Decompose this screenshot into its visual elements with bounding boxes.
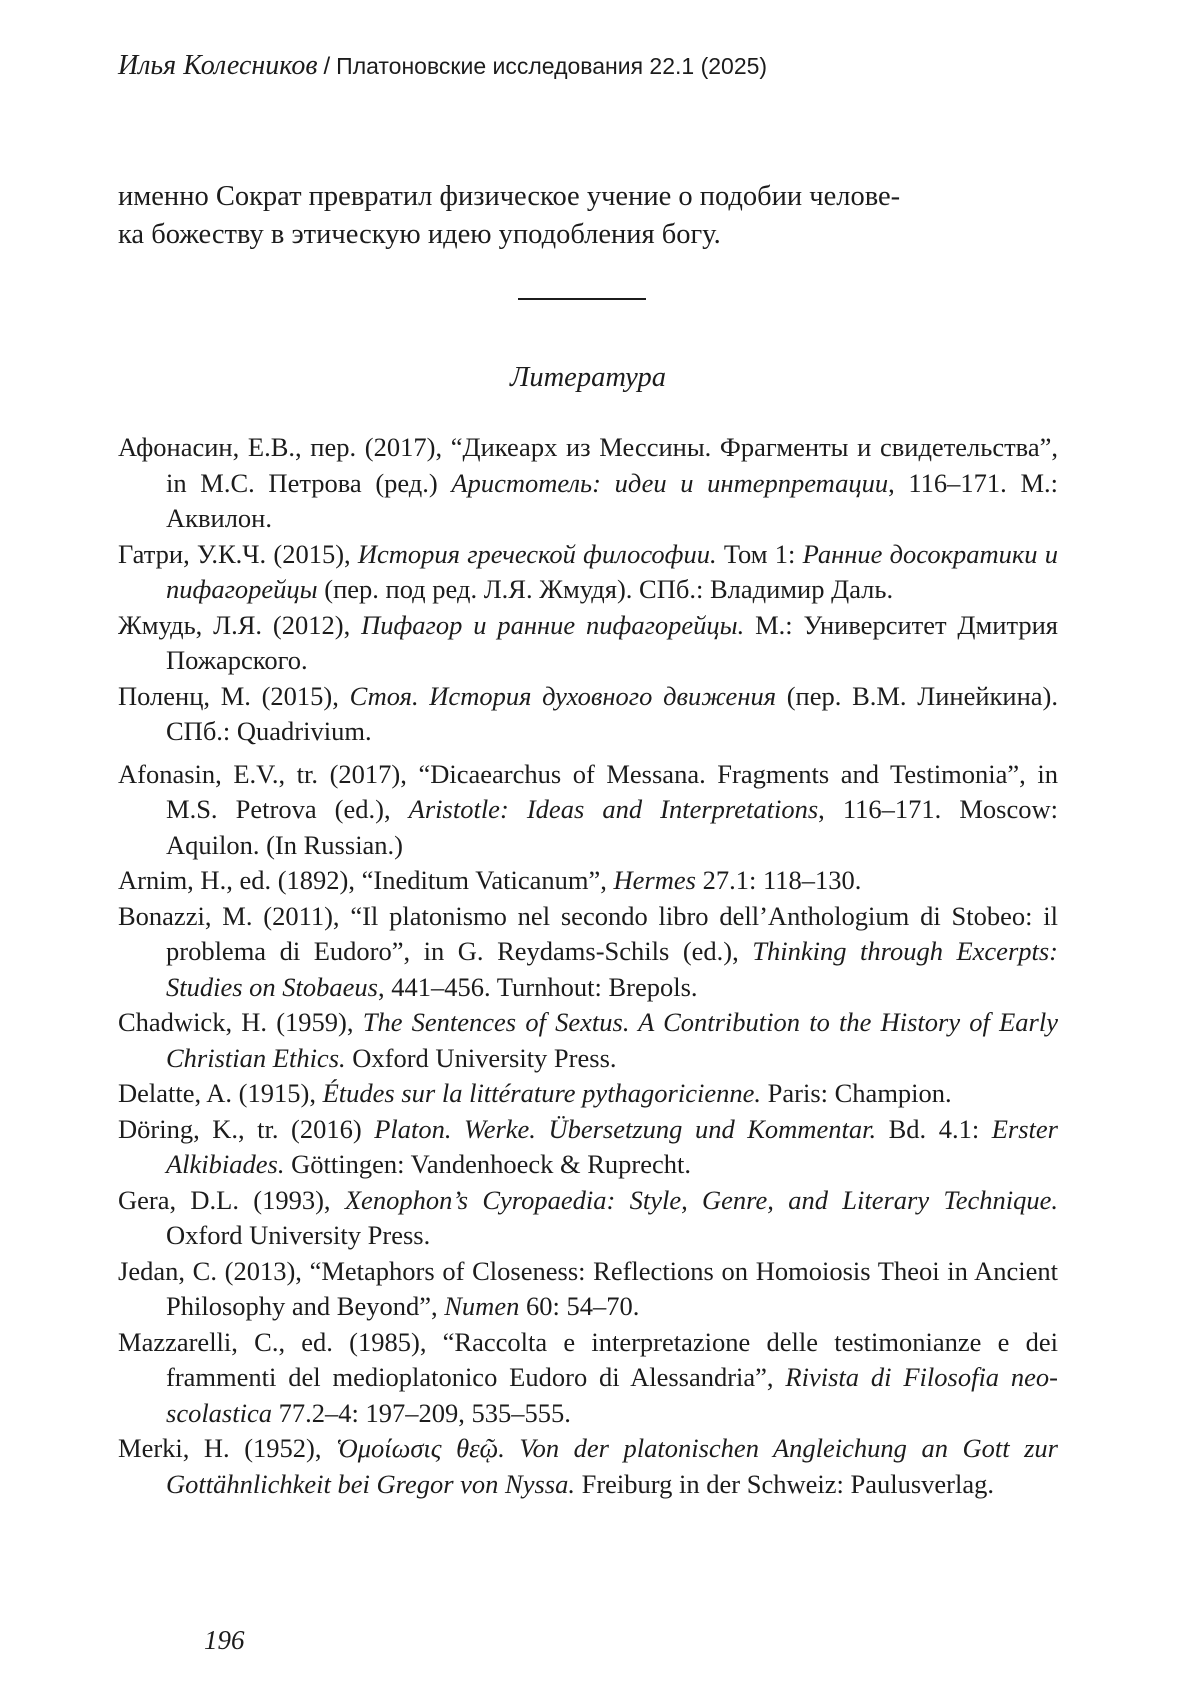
reference-item: Jedan, C. (2013), “Metaphors of Closeness: Reflections on Homoiosis Theoi in Ancient Philosophy and Beyond”, Numen 60: 54–70.	[118, 1255, 1058, 1321]
reference-item: Афонасин, Е.В., пер. (2017), “Дикеарх из Мессины. Фрагменты и свидетельства”, in М.С. Петрова (ред.) Аристотель: идеи и интерпретации, 116–171. М.: Аквилон.	[118, 432, 1058, 533]
reference-item: Döring, K., tr. (2016) Platon. Werke. Übersetzung und Kommentar. Bd. 4.1: Erster Alkibiades. Göttingen: Vandenhoeck & Ruprecht.	[118, 1113, 1058, 1179]
header-separator: /	[323, 53, 331, 80]
section-divider	[518, 298, 646, 300]
running-head	[118, 50, 767, 82]
reference-item: Delatte, A. (1915), Études sur la littérature pythagoricienne. Paris: Champion.	[118, 1078, 952, 1108]
body-paragraph	[118, 178, 1058, 254]
reference-item: Arnim, H., ed. (1892), “Ineditum Vaticanum”, Hermes 27.1: 118–130.	[118, 865, 862, 895]
body-line: именно Сократ превратил физическое учение о подобии челове-	[118, 181, 901, 212]
reference-item: Гатри, У.К.Ч. (2015), История греческой философии. Том 1: Ранние досократики и пифагорейцы (пер. под ред. Л.Я. Жмудя). СПб.: Владимир Даль.	[118, 538, 1059, 604]
page-number: 196	[204, 1625, 245, 1655]
bibliography-list	[118, 430, 1058, 1502]
reference-item: Mazzarelli, C., ed. (1985), “Raccolta e interpretazione delle testimonianze e dei frammenti del medioplatonico Eudoro di Alessandria”, Rivista di Filosofia neo-scolastica 77.2–4: 197–209, 535–555.	[118, 1326, 1059, 1428]
section-title: Литература	[510, 362, 666, 393]
reference-item: Gera, D.L. (1993), Xenophon’s Cyropaedia: Style, Genre, and Literary Technique. Oxford University Press.	[118, 1184, 1058, 1250]
header-author: Илья Колесников	[118, 50, 318, 81]
reference-item: Жмудь, Л.Я. (2012), Пифагор и ранние пифагорейцы. М.: Университет Дмитрия Пожарского.	[118, 609, 1058, 675]
reference-item: Merki, H. (1952), Ὁμοίωσις θεῷ. Von der platonischen Angleichung an Gott zur Gottähnlichkeit bei Gregor von Nyssa. Freiburg in der Schweiz: Paulusverlag.	[118, 1433, 1058, 1499]
header-journal: Платоновские исследования 22.1 (2025)	[336, 53, 768, 79]
reference-item: Bonazzi, M. (2011), “Il platonismo nel secondo libro dell’Anthologium di Stobeo: il problema di Eudoro”, in G. Reydams-Schils (ed.), Thinking through Excerpts: Studies on Stobaeus, 441–456. Turnhout: Brepols.	[118, 900, 1059, 1002]
body-line: ка божеству в этическую идею уподобления богу.	[118, 219, 721, 250]
reference-item: Chadwick, H. (1959), The Sentences of Sextus. A Contribution to the History of Early Christian Ethics. Oxford University Press.	[118, 1007, 1058, 1073]
reference-item: Afonasin, E.V., tr. (2017), “Dicaearchus of Messana. Fragments and Testimonia”, in M.S. Petrova (ed.), Aristotle: Ideas and Interpretations, 116–171. Moscow: Aquilon. (In Russian.)	[118, 758, 1058, 860]
reference-item: Поленц, М. (2015), Стоя. История духовного движения (пер. В.М. Линейкина). СПб.: Quadrivium.	[118, 680, 1058, 746]
